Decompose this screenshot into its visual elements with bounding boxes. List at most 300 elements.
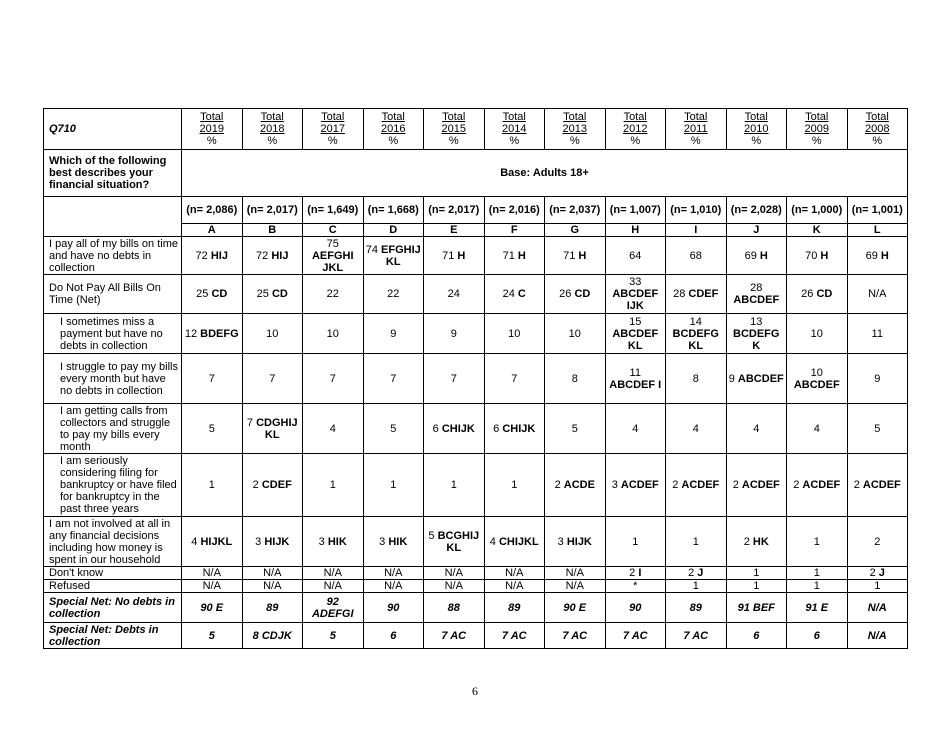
data-cell	[484, 454, 545, 517]
data-cell	[182, 237, 243, 275]
cell-significance: H	[517, 249, 526, 262]
cell-value: 7	[450, 372, 457, 385]
column-header	[303, 109, 364, 150]
cell-significance: ABCDEF	[793, 378, 840, 391]
row-label: I am getting calls from collectors and struggle to pay my bills every month	[44, 404, 182, 454]
cell-value: 2	[853, 479, 860, 491]
data-cell	[182, 567, 243, 580]
column-letter: I	[666, 224, 727, 237]
cell-value: 14	[689, 315, 702, 328]
cell-value: N/A	[323, 580, 342, 592]
page-number: 6	[472, 684, 478, 698]
cell-significance: ACDEF	[862, 479, 901, 491]
cell-value: 3	[255, 535, 262, 548]
data-cell	[303, 404, 364, 454]
column-total-label: Total	[442, 111, 466, 123]
data-cell	[182, 580, 243, 593]
data-cell	[545, 567, 606, 580]
cell-significance: AC	[571, 629, 588, 642]
cell-value: 25	[196, 288, 209, 300]
data-cell	[303, 454, 364, 517]
cell-value: 7	[683, 629, 690, 642]
data-cell	[545, 404, 606, 454]
cell-value: 12	[184, 327, 198, 340]
data-cell	[847, 517, 908, 567]
cell-value: 1	[813, 535, 820, 548]
cell-value: 90	[629, 601, 642, 614]
column-year: 2011	[683, 123, 708, 135]
table-row	[44, 567, 908, 580]
cell-value: 24	[502, 288, 515, 300]
cell-value: 1	[753, 580, 760, 592]
cell-value: N/A	[505, 567, 524, 579]
cell-value: 22	[387, 288, 400, 300]
cell-significance: CDEF	[688, 288, 719, 300]
cell-value: 11	[629, 366, 641, 379]
cell-value: 90	[563, 601, 576, 614]
data-cell	[484, 593, 545, 623]
column-letter: L	[847, 224, 908, 237]
data-cell	[666, 623, 727, 649]
data-cell	[363, 314, 424, 354]
data-cell	[242, 454, 303, 517]
data-cell	[182, 354, 243, 404]
cell-value: 4	[329, 422, 336, 435]
column-sample-size: (n= 2,017)	[424, 197, 485, 224]
cell-value: 89	[689, 601, 702, 614]
column-sample-size: (n= 1,010)	[666, 197, 727, 224]
cell-significance: I	[638, 567, 642, 579]
cell-value: N/A	[868, 288, 887, 300]
column-total-label: Total	[260, 111, 284, 123]
column-year: 2013	[562, 123, 587, 135]
cell-value: 8	[571, 372, 578, 385]
cell-significance: ADEFGI	[311, 607, 354, 620]
cell-value: 64	[629, 249, 642, 262]
data-cell	[605, 354, 666, 404]
data-cell	[182, 517, 243, 567]
data-cell	[303, 275, 364, 314]
cell-significance: EFGHIJ KL	[381, 243, 421, 268]
data-cell	[363, 237, 424, 275]
cell-significance: CDEF	[261, 479, 292, 491]
base-label: Base: Adults 18+	[182, 150, 908, 197]
data-cell	[726, 237, 787, 275]
column-total-label: Total	[200, 111, 224, 123]
data-cell	[847, 580, 908, 593]
data-cell	[242, 275, 303, 314]
data-cell	[242, 354, 303, 404]
data-cell	[242, 237, 303, 275]
row-label: I struggle to pay my bills every month but have no debts in collection	[44, 354, 182, 404]
data-cell	[726, 593, 787, 623]
data-cell	[666, 580, 727, 593]
column-sample-size: (n= 2,086)	[182, 197, 243, 224]
data-cell	[182, 275, 243, 314]
column-unit: %	[630, 135, 641, 147]
cell-value: 7	[562, 629, 569, 642]
data-cell	[666, 354, 727, 404]
cell-value: 3	[611, 479, 618, 491]
cell-value: 1	[692, 535, 699, 548]
column-year: 2016	[381, 123, 406, 135]
data-cell	[363, 454, 424, 517]
column-header	[182, 109, 243, 150]
cell-value: 9	[390, 327, 397, 340]
cell-value: 4	[692, 422, 699, 435]
cell-value: 26	[559, 288, 572, 300]
data-cell	[484, 567, 545, 580]
cell-value: 10	[266, 327, 279, 340]
cell-significance: AC	[631, 629, 648, 642]
data-cell	[242, 580, 303, 593]
column-letter: B	[242, 224, 303, 237]
column-year: 2012	[623, 123, 648, 135]
column-unit: %	[267, 135, 278, 147]
cell-value: N/A	[867, 629, 887, 642]
cell-value: 91	[805, 601, 818, 614]
cell-value: 10	[810, 327, 823, 340]
cell-value: 10	[810, 366, 823, 379]
column-unit: %	[206, 135, 217, 147]
cell-significance: ABCDEF IJK	[612, 288, 659, 312]
cell-value: 7	[269, 372, 276, 385]
cell-value: 90	[200, 601, 213, 614]
cell-value: 4	[632, 422, 639, 435]
row-label: Special Net: Debts in collection	[44, 623, 182, 649]
cell-value: 28	[750, 282, 763, 294]
data-cell	[787, 354, 848, 404]
cell-value: 70	[805, 249, 818, 262]
cell-significance: H	[820, 249, 829, 262]
cell-value: 10	[568, 327, 581, 340]
column-sample-size: (n= 2,037)	[545, 197, 606, 224]
cell-value: 2	[672, 479, 679, 491]
cell-value: 5	[329, 629, 336, 642]
cell-value: 2	[869, 567, 876, 579]
cell-significance: HIJ	[271, 249, 289, 262]
cell-value: N/A	[565, 580, 584, 592]
column-total-label: Total	[502, 111, 526, 123]
column-unit: %	[388, 135, 399, 147]
cell-value: 6	[753, 629, 760, 642]
cell-value: 1	[692, 580, 699, 592]
cell-value: 7	[622, 629, 630, 642]
data-cell	[303, 354, 364, 404]
column-year: 2017	[320, 123, 345, 135]
data-cell	[484, 237, 545, 275]
cell-value: 71	[442, 249, 455, 262]
column-letter: K	[787, 224, 848, 237]
cell-significance: E	[215, 601, 224, 614]
cell-value: 7	[501, 629, 509, 642]
column-total-label: Total	[381, 111, 405, 123]
cell-value: 7	[329, 372, 336, 385]
data-cell	[424, 580, 485, 593]
cell-value: 72	[195, 249, 208, 262]
column-header	[605, 109, 666, 150]
data-cell	[424, 314, 485, 354]
data-cell	[605, 567, 666, 580]
data-cell	[424, 593, 485, 623]
cell-value: 6	[493, 422, 500, 435]
column-unit: %	[811, 135, 822, 147]
cell-significance: ABCDEF KL	[612, 327, 659, 352]
cell-value: 89	[508, 601, 521, 614]
cell-value: 2	[874, 535, 881, 548]
data-cell	[726, 454, 787, 517]
data-cell	[545, 517, 606, 567]
data-cell	[424, 237, 485, 275]
data-cell	[605, 454, 666, 517]
column-sample-size: (n= 2,028)	[726, 197, 787, 224]
header-row	[44, 109, 908, 150]
cell-value: 13	[750, 315, 763, 328]
question-text: Which of the following best describes your financial situation?	[44, 150, 182, 197]
data-cell	[303, 593, 364, 623]
cell-value: 3	[318, 535, 325, 548]
data-cell	[363, 275, 424, 314]
cell-significance: CD	[271, 288, 288, 300]
data-cell	[545, 354, 606, 404]
cell-significance: ABCDEF	[733, 294, 780, 306]
data-cell	[363, 593, 424, 623]
table-row	[44, 593, 908, 623]
data-cell	[363, 567, 424, 580]
data-cell	[363, 517, 424, 567]
row-label: Refused	[44, 580, 182, 593]
data-cell	[726, 314, 787, 354]
cell-significance: HIK	[327, 535, 347, 548]
cell-value: 5	[208, 422, 215, 435]
data-cell	[847, 237, 908, 275]
cell-significance: ACDE	[563, 479, 595, 491]
column-sample-size: (n= 1,007)	[605, 197, 666, 224]
cell-value: N/A	[263, 567, 282, 579]
cell-value: 9	[728, 372, 735, 385]
data-cell	[484, 517, 545, 567]
cell-value: 24	[447, 288, 460, 300]
column-total-label: Total	[805, 111, 829, 123]
cell-value: 26	[801, 288, 814, 300]
cell-significance: ACDEF	[620, 479, 659, 491]
cell-value: 2	[793, 479, 800, 491]
cell-value: 7	[208, 372, 215, 385]
cell-value: 7	[441, 629, 448, 642]
cell-value: N/A	[565, 567, 584, 579]
cell-value: 7	[390, 372, 397, 385]
cell-significance: J	[697, 567, 704, 579]
data-cell	[787, 593, 848, 623]
data-cell	[605, 580, 666, 593]
data-cell	[303, 580, 364, 593]
cell-value: 28	[673, 288, 686, 300]
row-label: Don't know	[44, 567, 182, 580]
data-cell	[847, 275, 908, 314]
cell-value: 90	[387, 601, 400, 614]
cell-significance: AC	[510, 629, 527, 642]
row-label: I am not involved at all in any financial decisions including how money is spent in our household	[44, 517, 182, 567]
cell-significance: HIJKL	[200, 535, 233, 548]
cell-value: 4	[489, 535, 496, 548]
data-cell	[726, 275, 787, 314]
data-cell	[605, 623, 666, 649]
data-cell	[424, 517, 485, 567]
data-cell	[787, 580, 848, 593]
data-cell	[666, 517, 727, 567]
cell-significance: ABCDEF	[737, 372, 784, 385]
cell-value: 4	[813, 422, 820, 435]
cell-significance: E	[820, 601, 829, 614]
cell-significance: CD	[211, 288, 228, 300]
cell-significance: CHIJK	[502, 422, 536, 435]
cell-value: 74	[365, 243, 378, 256]
cell-value: 8	[252, 629, 259, 642]
cell-value: 1	[511, 479, 518, 491]
data-cell	[666, 454, 727, 517]
data-cell	[787, 623, 848, 649]
column-header	[666, 109, 727, 150]
cell-significance: BCGHIJ KL	[437, 529, 480, 554]
data-cell	[847, 314, 908, 354]
cell-value: 1	[208, 479, 215, 491]
data-cell	[424, 354, 485, 404]
data-cell	[787, 237, 848, 275]
data-cell	[726, 517, 787, 567]
cell-value: *	[633, 580, 638, 592]
data-cell	[484, 404, 545, 454]
cell-significance: BCDEFG KL	[672, 327, 719, 352]
column-year: 2018	[260, 123, 285, 135]
column-total-label: Total	[623, 111, 647, 123]
column-letter: A	[182, 224, 243, 237]
column-sample-size: (n= 1,649)	[303, 197, 364, 224]
data-cell	[424, 454, 485, 517]
cell-value: 25	[256, 288, 269, 300]
data-cell	[787, 404, 848, 454]
cell-value: 2	[743, 535, 750, 548]
cell-value: 72	[256, 249, 269, 262]
data-cell	[363, 354, 424, 404]
column-sample-size: (n= 2,017)	[242, 197, 303, 224]
column-total-label: Total	[684, 111, 708, 123]
column-unit: %	[569, 135, 580, 147]
cell-value: 1	[329, 479, 336, 491]
data-cell	[242, 404, 303, 454]
row-label: I sometimes miss a payment but have no debts in collection	[44, 314, 182, 354]
cell-value: 2	[688, 567, 695, 579]
data-cell	[303, 517, 364, 567]
cell-value: 69	[744, 249, 757, 262]
column-unit: %	[448, 135, 459, 147]
data-cell	[847, 623, 908, 649]
column-total-label: Total	[563, 111, 587, 123]
cell-value: N/A	[323, 567, 342, 579]
column-total-label: Total	[321, 111, 345, 123]
cell-value: 4	[753, 422, 760, 435]
column-year: 2015	[441, 123, 466, 135]
cell-value: 5	[874, 422, 881, 435]
data-cell	[726, 623, 787, 649]
data-cell	[182, 623, 243, 649]
question-id: Q710	[44, 109, 182, 150]
cell-significance: CHIJKL	[498, 535, 539, 548]
cell-value: 22	[326, 288, 339, 300]
data-cell	[242, 593, 303, 623]
data-cell	[726, 567, 787, 580]
cell-value: 3	[557, 535, 564, 548]
data-cell	[363, 404, 424, 454]
cell-value: 5	[571, 422, 578, 435]
cell-value: 1	[390, 479, 397, 491]
cell-value: 6	[390, 629, 397, 642]
column-sample-size: (n= 1,001)	[847, 197, 908, 224]
sample-size-row	[44, 197, 908, 224]
cell-value: 3	[379, 535, 386, 548]
cell-value: 1	[874, 580, 881, 592]
column-letter: F	[484, 224, 545, 237]
data-cell	[242, 623, 303, 649]
cell-significance: ACDEF	[681, 479, 720, 491]
column-letter: G	[545, 224, 606, 237]
column-year: 2009	[804, 123, 829, 135]
column-sample-size: (n= 2,016)	[484, 197, 545, 224]
column-sample-size: (n= 1,668)	[363, 197, 424, 224]
data-cell	[847, 567, 908, 580]
cell-value: 6	[813, 629, 820, 642]
data-cell	[182, 314, 243, 354]
data-cell	[666, 237, 727, 275]
cell-value: 68	[689, 249, 702, 262]
cell-value: 7	[511, 372, 518, 385]
column-unit: %	[751, 135, 762, 147]
cell-significance: HIJ	[210, 249, 228, 262]
data-cell	[363, 623, 424, 649]
table-row	[44, 404, 908, 454]
cell-significance: HIJK	[566, 535, 592, 548]
column-header	[545, 109, 606, 150]
data-cell	[545, 237, 606, 275]
data-cell	[847, 454, 908, 517]
data-cell	[484, 275, 545, 314]
data-cell	[847, 593, 908, 623]
table-row	[44, 454, 908, 517]
cell-significance: CDJK	[261, 629, 292, 642]
column-sample-size: (n= 1,000)	[787, 197, 848, 224]
data-cell	[242, 567, 303, 580]
data-cell	[787, 314, 848, 354]
table-row	[44, 275, 908, 314]
cell-value: 1	[632, 535, 639, 548]
cell-significance: CD	[574, 288, 591, 300]
data-cell	[605, 275, 666, 314]
cell-significance: J	[878, 567, 885, 579]
data-cell	[847, 354, 908, 404]
data-cell	[605, 237, 666, 275]
cell-significance: HIJK	[264, 535, 290, 548]
cell-value: N/A	[505, 580, 524, 592]
cell-significance: AEFGHI JKL	[311, 249, 354, 274]
row-label: Special Net: No debts in collection	[44, 593, 182, 623]
data-cell	[787, 567, 848, 580]
data-cell	[484, 354, 545, 404]
table-row	[44, 314, 908, 354]
cell-significance: CDGHIJ KL	[256, 416, 298, 441]
data-cell	[424, 623, 485, 649]
cell-value: 5	[390, 422, 397, 435]
cell-value: 6	[432, 422, 439, 435]
cell-significance: H	[578, 249, 587, 262]
